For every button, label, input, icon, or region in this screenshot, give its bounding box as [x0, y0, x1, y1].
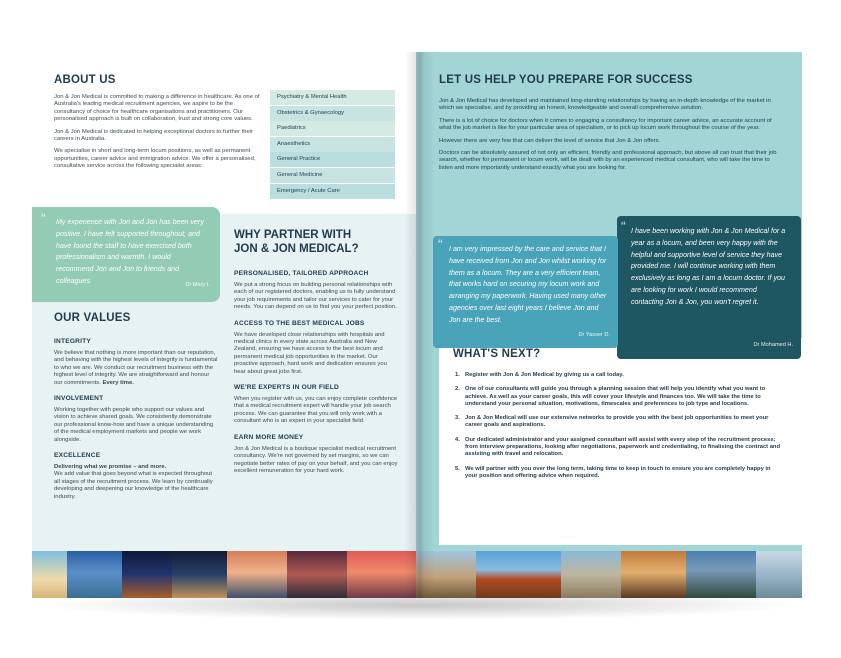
whats-next-panel [439, 338, 802, 545]
specialties-list [270, 90, 395, 199]
red-sky-photo [347, 551, 416, 598]
specialty-item: Obstetrics & Gynaecology [270, 106, 395, 121]
prepare-paragraph: Doctors can be absolutely assured of not only an efficient, friendly and professional approach, but above all can trust that their job search, whether for permanent or locum work, will be dealt with by an experienced medical consultant, who will take the time to listen and more importantly understand exactly what you are looking for. [439, 150, 777, 171]
about-title: ABOUT US [54, 74, 116, 86]
about-text [54, 94, 264, 171]
earn-text: Jon & Jon Medical is a boutique specialist medical recruitment consultancy. We're not governed by set margins, so we can negotiate better rates of pay on your behalf, and you can enjoy excellent remuneration for your hard work. [234, 445, 398, 474]
harbour-photo [67, 551, 122, 598]
testimonial-author: Dr Yasser D. [578, 332, 610, 339]
partner-section [234, 264, 400, 475]
testimonial-quote-left [32, 207, 220, 302]
quote-mark-icon: “ [41, 210, 46, 226]
station-building-photo [621, 551, 686, 598]
step-item: 1. Register with Jon & Jon Medical by giving us a call today. [455, 372, 624, 378]
about-paragraph: We specialise in short and long-term locum positions, as well as permanent opportunities, career advice and immigration advice. We offer a personalised, consultative service across the following specialist areas: [54, 148, 256, 170]
about-paragraph: Jon & Jon Medical is dedicated to helping exceptional doctors to further their careers in Australia. [54, 128, 254, 143]
specialty-item: General Medicine [270, 168, 395, 183]
prepare-paragraph: Jon & Jon Medical has developed and maintained long-standing relationships by having an in-depth knowledge of the market in which we specialise, and by providing an honest, knowledgeable and overall comprehensive solution. [439, 98, 771, 112]
mountains-photo [686, 551, 756, 598]
excellence-lead: Delivering what we promise – and more. [54, 464, 167, 471]
excellence-text: We add value that goes beyond what is expected throughout all stages of the recruitment process. We learn by continually developing and deepening our knowledge of the healthcare industry. [54, 471, 213, 500]
integrity-heading: INTEGRITY [54, 338, 91, 345]
city-night-photo [122, 551, 172, 598]
prepare-paragraph: There is a lot of choice for doctors when it comes to engaging a consultancy for important career advice, an accurate account of what the job market is like for your particular area of specialism, or to pick up locum work throughout the course of the year. [439, 117, 772, 132]
values-section [54, 332, 219, 501]
personalised-text: We put a strong focus on building personal relationships with each of our registered doctors, enabling us to fully understand your job requirements and tailor our services to cater for your needs. You can depend on us to find you your perfect position. [234, 282, 397, 311]
step-item: 2. One of our consultants will guide you through a planning session that will help you identify what you want to achieve. As well as your career goals, this will cover your lifestyle and finances too. We will take the time to understand your personal situation, motivations, timescales and preferences to job type and locations. [455, 386, 766, 407]
personalised-heading: PERSONALISED, TAILORED APPROACH [234, 270, 369, 277]
testimonial-text: I am very impressed by the care and service that I have received from Jon and Jon whilst working for them as a locum. They are a very efficient team, that works hard on securing my locum work and arranging my paperwork. Having used many other agencies over last eight years I believe Jon and Jon are the best. [449, 245, 607, 324]
access-text: We have developed close relationships with hospitals and medical clinics in every state across Australia and New Zealand, ensuring we have access to the best locum and permanent medical job opportunities in the market. Our proactive approach, hard work and dedication ensures you hear about great jobs first. [234, 331, 387, 375]
testimonial-author: Dr Mohamed H. [753, 342, 793, 349]
prepare-text [439, 98, 777, 172]
testimonial-text: I have been working with Jon & Jon Medical for a year as a locum, and been very happy with the helpful and supportive level of service they have provided me. I will continue working with them exclusively as long as I am a locum doctor. If you are looking for work I would recommend contacting Jon & Jon, you won't regret it. [631, 227, 786, 306]
step-item: 5. We will partner with you over the long term, taking time to keep in touch to ensure you are completely happy in your position and offering advice when required. [455, 465, 771, 479]
testimonial-quote-dark [617, 216, 801, 359]
skyline-photo [172, 551, 227, 598]
testimonial-text: My experience with Jon and Jon has been very positive. I have felt supported throughout, and have found the staff to have exercised both professionalism and warmth. I would recommend Jon and Jon to friends and colleagues. [56, 218, 204, 285]
sunset-coast-photo [227, 551, 287, 598]
integrity-text: We believe that nothing is more important than our reputation, and behaving with the highest levels of integrity is fundamental to who we are. We conduct our recruitment business with the highest level of integrity. We are straightforward and honour our commitments. Every time. [54, 350, 218, 386]
photo-strip-right [416, 551, 802, 598]
earn-heading: EARN MORE MONEY [234, 433, 304, 441]
uluru-photo [476, 551, 561, 598]
testimonial-quote-mid [433, 236, 618, 348]
step-item: 4. Our dedicated administrator and your assigned consultant will assist with every step of the recruitment process; from interview preparations, looking after negotiations, paperwork and credentialing, to finalising the contract and assisting with travel and relocation. [455, 436, 781, 458]
specialty-item: Emergency / Acute Care [270, 184, 395, 199]
partner-title: WHY PARTNER WITH JON & JON MEDICAL? [234, 229, 359, 255]
quote-mark-icon: “ [621, 218, 626, 234]
excellence-heading: EXCELLENCE [54, 452, 101, 460]
kangaroo-photo [416, 551, 476, 598]
specialty-item: Paediatrics [270, 121, 395, 136]
cliffs-photo [756, 551, 802, 598]
quote-mark-icon: “ [438, 236, 443, 252]
experts-heading: WE'RE EXPERTS IN OUR FIELD [234, 384, 339, 392]
specialty-item: Anaesthetics [270, 137, 395, 152]
photo-strip-left [32, 551, 416, 598]
beach-photo [32, 551, 67, 598]
experts-text: When you register with us, you can enjoy complete confidence that a medical recruitment expert will handle your job search process. We can guarantee that you will only work with a consultant who is an expert in your specialist field. [234, 396, 398, 425]
access-heading: ACCESS TO THE BEST MEDICAL JOBS [234, 319, 365, 327]
rock-formation-photo [561, 551, 621, 598]
testimonial-author: Dr Mary I. [185, 282, 210, 289]
step-item: 3. Jon & Jon Medical will use our extensive networks to provide you with the best job opportunities to meet your career goals and aspirations. [455, 415, 769, 429]
involvement-text: Working together with people who support our values and vision to achieve shared goals. We consistently demonstrate our professional know-how and have a unique understanding of the medical employment markets and people we work alongside. [54, 407, 214, 443]
dusk-photo [287, 551, 347, 598]
whats-next-title: WHAT'S NEXT? [453, 348, 541, 360]
values-title: OUR VALUES [54, 312, 131, 324]
right-page [416, 52, 802, 598]
specialty-item: Psychiatry & Mental Health [270, 90, 395, 105]
prepare-title: LET US HELP YOU PREPARE FOR SUCCESS [439, 74, 693, 86]
prepare-paragraph: However there are very few that can deliver the level of service that Jon & Jon offers. [439, 137, 661, 144]
about-paragraph: Jon & Jon Medical is committed to making a difference in healthcare. As one of Australia's leading medical recruitment agencies, we aspire to be the consultancy of choice for healthcare organisations and practitioners. Our personalised approach is built on collaboration, trust and strong core values. [54, 94, 260, 123]
involvement-heading: INVOLVEMENT [54, 395, 104, 403]
steps-list [455, 372, 780, 487]
specialty-item: General Practice [270, 152, 395, 167]
left-page [32, 52, 416, 598]
